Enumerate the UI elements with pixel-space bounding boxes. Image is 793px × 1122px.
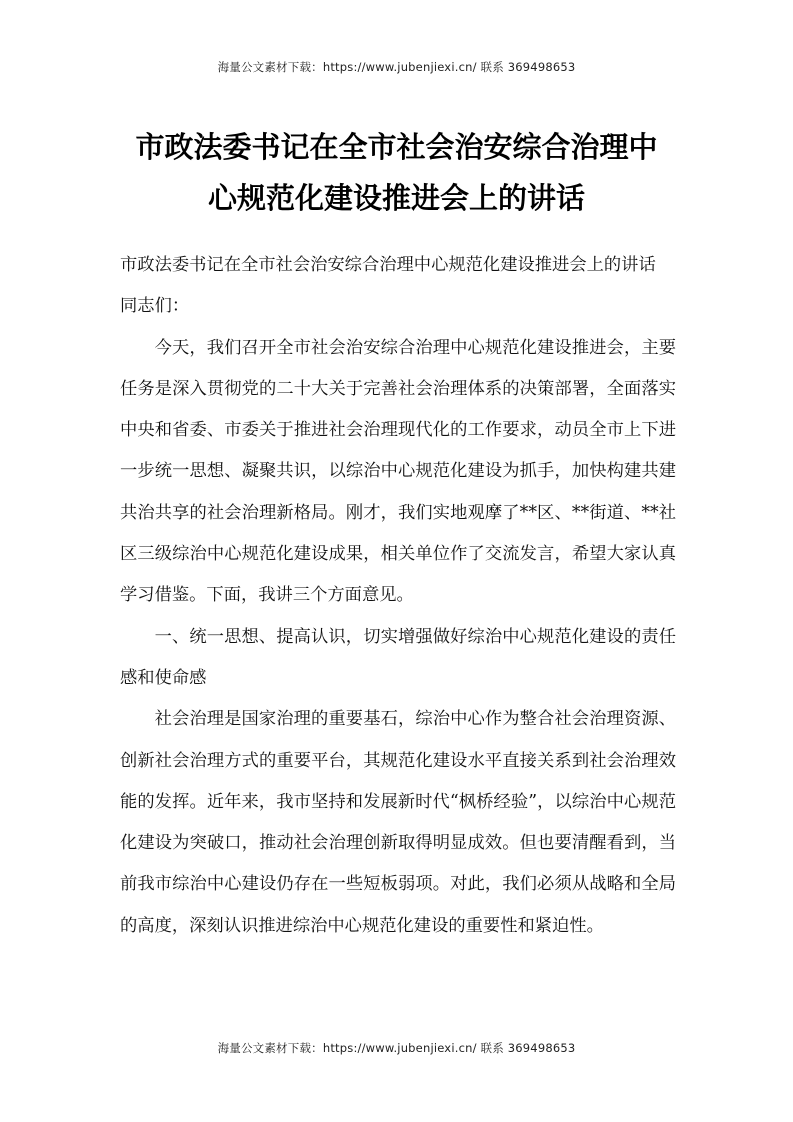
subtitle-paragraph: 市政法委书记在全市社会治安综合治理中心规范化建设推进会上的讲话 [120, 255, 656, 275]
title-line-2: 心规范化建设推进会上的讲话 [207, 181, 585, 215]
paragraph-section-1: 社会治理是国家治理的重要基石，综治中心作为整合社会治理资源、创新社会治理方式的重要平台，其规范化建设水平直接关系到社会治理效能的发挥。近年来，我市坚持和发展新时代“枫桥经验”，以综治中心规范化建设为突破口，推动社会治理创新取得明显成效。但也要清醒看到，当前我市综治中心建设仍存在一些短板弱项。对此，我们必须从战略和全局的高度，深刻认识推进综治中心规范化建设的重要性和紧迫性。 [120, 709, 676, 936]
page-footer: 海量公文素材下载：https://www.jubenjiexi.cn/ 联系 369498653 [217, 1041, 576, 1055]
page-header: 海量公文素材下载：https://www.jubenjiexi.cn/ 联系 369498653 [217, 60, 576, 74]
salutation: 同志们： [120, 296, 190, 317]
document-body [120, 245, 676, 947]
title-line-1: 市政法委书记在全市社会治安综合治理中 [135, 130, 658, 164]
paragraph-intro: 今天，我们召开全市社会治安综合治理中心规范化建设推进会，主要任务是深入贯彻党的二十大关于完善社会治理体系的决策部署，全面落实中央和省委、市委关于推进社会治理现代化的工作要求，动员全市上下进一步统一思想、凝聚共识，以综治中心规范化建设为抓手，加快构建共建共治共享的社会治理新格局。刚才，我们实地观摩了**区、**街道、**社区三级综治中心规范化建设成果，相关单位作了交流发言，希望大家认真学习借鉴。下面，我讲三个方面意见。 [120, 337, 676, 606]
document-title [90, 122, 703, 224]
section-heading-1: 一、统一思想、提高认识，切实增强做好综治中心规范化建设的责任感和使命感 [120, 626, 676, 688]
